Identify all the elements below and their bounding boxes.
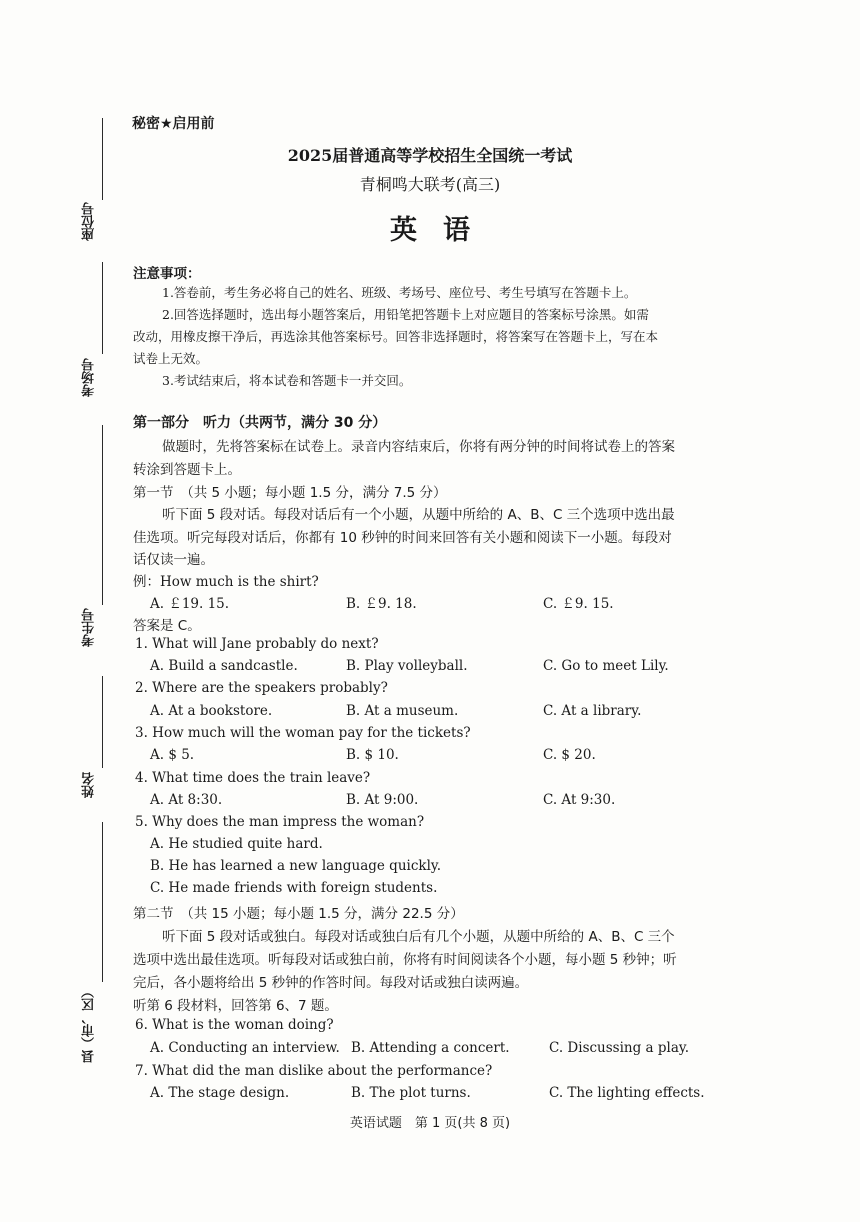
option-1b: B. Play volleyball. xyxy=(346,658,468,674)
notice-item-1: 1.答卷前，考生务必将自己的姓名、班级、考场号、座位号、考生号填写在答题卡上。 xyxy=(162,285,637,300)
option-7c: C. The lighting effects. xyxy=(549,1085,705,1101)
margin-line xyxy=(102,425,103,605)
question-7: 7. What did the man dislike about the performance? xyxy=(135,1063,493,1079)
option-4c: C. At 9:30. xyxy=(543,792,616,808)
exam-title: 2025届普通高等学校招生全国统一考试 xyxy=(287,146,573,165)
margin-room-label: 考场号 xyxy=(82,358,97,397)
section2-intro-line-1: 听下面 5 段对话或独白。每段对话或独白后有几个小题，从题中所给的 A、B、C 三个 xyxy=(162,929,675,945)
option-2a: A. At a bookstore. xyxy=(150,703,273,719)
option-1a: A. Build a sandcastle. xyxy=(150,658,298,674)
section1-intro-line-3: 话仅读一遍。 xyxy=(133,552,214,568)
example-option-a: A. ￡19. 15. xyxy=(150,596,230,612)
section1-intro-line-1: 听下面 5 段对话。每段对话后有一个小题，从题中所给的 A、B、C 三个选项中选出最 xyxy=(162,507,675,523)
option-6b: B. Attending a concert. xyxy=(351,1040,510,1056)
section2-intro-line-2: 选项中选出最佳选项。听每段对话或独白前，你将有时间阅读各个小题，每小题 5 秒钟；听 xyxy=(133,952,677,968)
margin-county-label: 县（市、区） xyxy=(82,985,97,1063)
subject-title: 英语 xyxy=(390,215,496,246)
option-5c: C. He made friends with foreign students. xyxy=(150,880,438,896)
option-7b: B. The plot turns. xyxy=(351,1085,471,1101)
part1-heading: 第一部分 听力（共两节，满分 30 分） xyxy=(133,415,387,431)
section2-material: 听第 6 段材料，回答第 6、7 题。 xyxy=(133,998,338,1014)
option-6c: C. Discussing a play. xyxy=(549,1040,690,1056)
option-6a: A. Conducting an interview. xyxy=(150,1040,340,1056)
confidential-mark: 秘密★启用前 xyxy=(132,116,215,132)
section1-intro-line-2: 佳选项。听完每段对话后，你都有 10 秒钟的时间来回答有关小题和阅读下一小题。每段对 xyxy=(133,530,672,546)
margin-line xyxy=(102,676,103,768)
example-answer: 答案是 C。 xyxy=(133,618,201,634)
margin-seat-label: 座位号 xyxy=(82,202,97,241)
option-5a: A. He studied quite hard. xyxy=(150,836,323,852)
question-3: 3. How much will the woman pay for the tickets? xyxy=(135,725,471,741)
option-1c: C. Go to meet Lily. xyxy=(543,658,669,674)
margin-line xyxy=(102,262,103,354)
notice-item-3: 3.考试结束后，将本试卷和答题卡一并交回。 xyxy=(162,373,412,388)
margin-name-label: 姓名 xyxy=(82,772,97,798)
notice-heading: 注意事项： xyxy=(133,266,201,282)
option-4b: B. At 9:00. xyxy=(346,792,419,808)
section2-intro-line-3: 完后，各小题将给出 5 秒钟的作答时间。每段对话或独白读两遍。 xyxy=(133,975,529,991)
notice-item-2-line-1: 2.回答选择题时，选出每小题答案后，用铅笔把答题卡上对应题目的答案标号涂黑。如需 xyxy=(162,307,649,322)
option-3b: B. $ 10. xyxy=(346,747,399,763)
question-1: 1. What will Jane probably do next? xyxy=(135,636,379,652)
option-4a: A. At 8:30. xyxy=(150,792,223,808)
question-5: 5. Why does the man impress the woman? xyxy=(135,814,425,830)
option-5b: B. He has learned a new language quickly. xyxy=(150,858,442,874)
option-3a: A. $ 5. xyxy=(150,747,195,763)
page-footer: 英语试题 第 1 页(共 8 页) xyxy=(349,1116,511,1131)
margin-student-id-label: 考生号 xyxy=(82,608,97,647)
exam-subtitle: 青桐鸣大联考(高三) xyxy=(359,175,501,194)
margin-line xyxy=(102,822,103,982)
option-2c: C. At a library. xyxy=(543,703,642,719)
part1-intro-line-1: 做题时，先将答案标在试卷上。录音内容结束后，你将有两分钟的时间将试卷上的答案 xyxy=(162,439,675,455)
question-2: 2. Where are the speakers probably? xyxy=(135,680,388,696)
example-option-c: C. ￡9. 15. xyxy=(543,596,614,612)
section2-heading: 第二节 （共 15 小题；每小题 1.5 分，满分 22.5 分） xyxy=(133,906,464,922)
notice-item-2-line-2: 改动，用橡皮擦干净后，再选涂其他答案标号。回答非选择题时，将答案写在答题卡上，写在本 xyxy=(133,329,659,344)
section1-heading: 第一节 （共 5 小题；每小题 1.5 分，满分 7.5 分） xyxy=(133,485,447,501)
option-3c: C. $ 20. xyxy=(543,747,596,763)
question-4: 4. What time does the train leave? xyxy=(135,770,371,786)
example-option-b: B. ￡9. 18. xyxy=(346,596,417,612)
part1-intro-line-2: 转涂到答题卡上。 xyxy=(133,462,241,478)
question-6: 6. What is the woman doing? xyxy=(135,1017,334,1033)
notice-item-2-line-3: 试卷上无效。 xyxy=(133,351,209,366)
example-question: 例：How much is the shirt? xyxy=(133,574,319,590)
option-2b: B. At a museum. xyxy=(346,703,459,719)
option-7a: A. The stage design. xyxy=(150,1085,290,1101)
